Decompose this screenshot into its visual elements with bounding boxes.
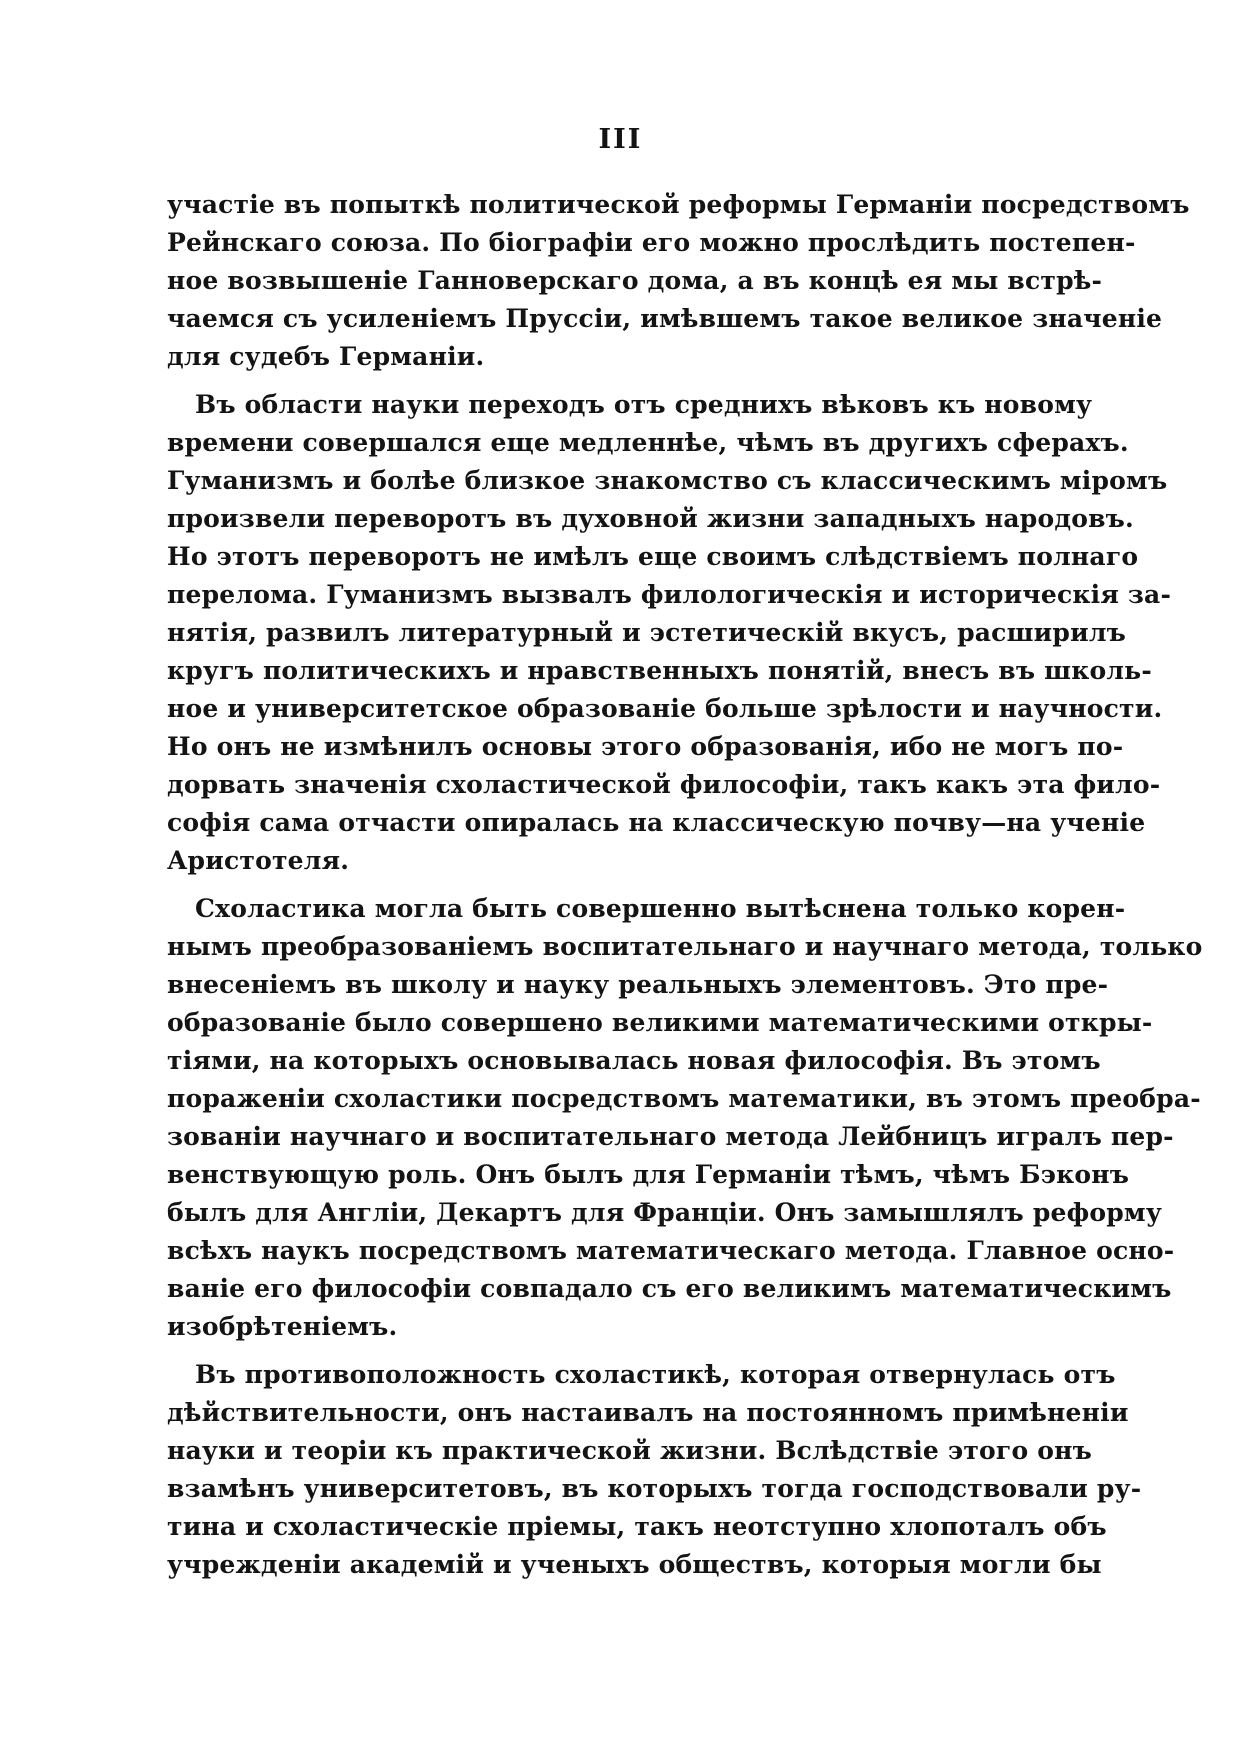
text-line: изобрѣтеніемъ. [167, 1312, 398, 1341]
text-line: тина и схоластическіе пріемы, такъ неотступно хлопоталъ объ [167, 1512, 1107, 1541]
text-line: Аристотеля. [167, 846, 350, 875]
text-line: тіями, на которыхъ основывалась новая философія. Въ этомъ [167, 1046, 1101, 1075]
text-line: пораженіи схоластики посредствомъ математики, въ этомъ преобра- [167, 1084, 1201, 1113]
text-line: ное и университетское образованіе больше зрѣлости и научности. [167, 694, 1163, 723]
page-number: III [598, 124, 643, 155]
text-line: всѣхъ наукъ посредствомъ математическаго метода. Главное осно- [167, 1236, 1175, 1265]
text-line: Въ противоположность схоластикѣ, которая отвернулась отъ [195, 1360, 1116, 1389]
text-line: дѣйствительности, онъ настаивалъ на постоянномъ примѣненіи [167, 1398, 1129, 1427]
text-line: для судебъ Германіи. [167, 342, 485, 371]
text-line: Гуманизмъ и болѣе близкое знакомство съ классическимъ міромъ [167, 466, 1168, 495]
text-line: образованіе было совершено великими математическими откры- [167, 1008, 1153, 1037]
text-line: Въ области науки переходъ отъ среднихъ вѣковъ къ новому [195, 390, 1093, 419]
text-line: участіе въ попыткѣ политической реформы Германіи посредствомъ [167, 190, 1190, 219]
paragraph [167, 386, 1172, 880]
text-line: венствующую роль. Онъ былъ для Германіи тѣмъ, чѣмъ Бэконъ [167, 1160, 1130, 1189]
text-line: времени совершался еще медленнѣе, чѣмъ въ другихъ сферахъ. [167, 428, 1129, 457]
text-line: учрежденіи академій и ученыхъ обществъ, которыя могли бы [167, 1550, 1102, 1579]
paragraph [167, 890, 1203, 1346]
paragraph [167, 186, 1190, 376]
text-line: взамѣнъ университетовъ, въ которыхъ тогда господствовали ру- [167, 1474, 1142, 1503]
text-line: произвели переворотъ въ духовной жизни западныхъ народовъ. [167, 504, 1134, 533]
text-line: нятія, развилъ литературный и эстетическій вкусъ, расширилъ [167, 618, 1127, 647]
paragraph [167, 1356, 1142, 1584]
text-line: ное возвышеніе Ганноверскаго дома, а въ концѣ ея мы встрѣ- [167, 266, 1103, 295]
text-line: софія сама отчасти опиралась на классическую почву—на ученіе [167, 808, 1146, 837]
body-text [167, 186, 1203, 1584]
text-line: Рейнскаго союза. По біографіи его можно прослѣдить постепен- [167, 228, 1136, 257]
text-line: перелома. Гуманизмъ вызвалъ филологическія и историческія за- [167, 580, 1172, 609]
text-line: Но онъ не измѣнилъ основы этого образованія, ибо не могъ по- [167, 732, 1124, 761]
text-line: чаемся съ усиленіемъ Пруссіи, имѣвшемъ такое великое значеніе [167, 304, 1163, 333]
text-line: дорвать значенія схоластической философіи, такъ какъ эта фило- [167, 770, 1161, 799]
text-line: ваніе его философіи совпадало съ его великимъ математическимъ [167, 1274, 1172, 1303]
text-line: Схоластика могла быть совершенно вытѣснена только корен- [195, 894, 1126, 923]
text-line: нымъ преобразованіемъ воспитательнаго и научнаго метода, только [167, 932, 1203, 961]
text-line: Но этотъ переворотъ не имѣлъ еще своимъ слѣдствіемъ полнаго [167, 542, 1139, 571]
text-line: былъ для Англіи, Декартъ для Франціи. Онъ замышлялъ реформу [167, 1198, 1163, 1227]
text-line: внесеніемъ въ школу и науку реальныхъ элементовъ. Это пре- [167, 970, 1109, 999]
text-line: кругъ политическихъ и нравственныхъ понятій, внесъ въ школь- [167, 656, 1152, 685]
text-line: зованіи научнаго и воспитательнаго метода Лейбницъ игралъ пер- [167, 1122, 1174, 1151]
text-line: науки и теоріи къ практической жизни. Вслѣдствіе этого онъ [167, 1436, 1092, 1465]
